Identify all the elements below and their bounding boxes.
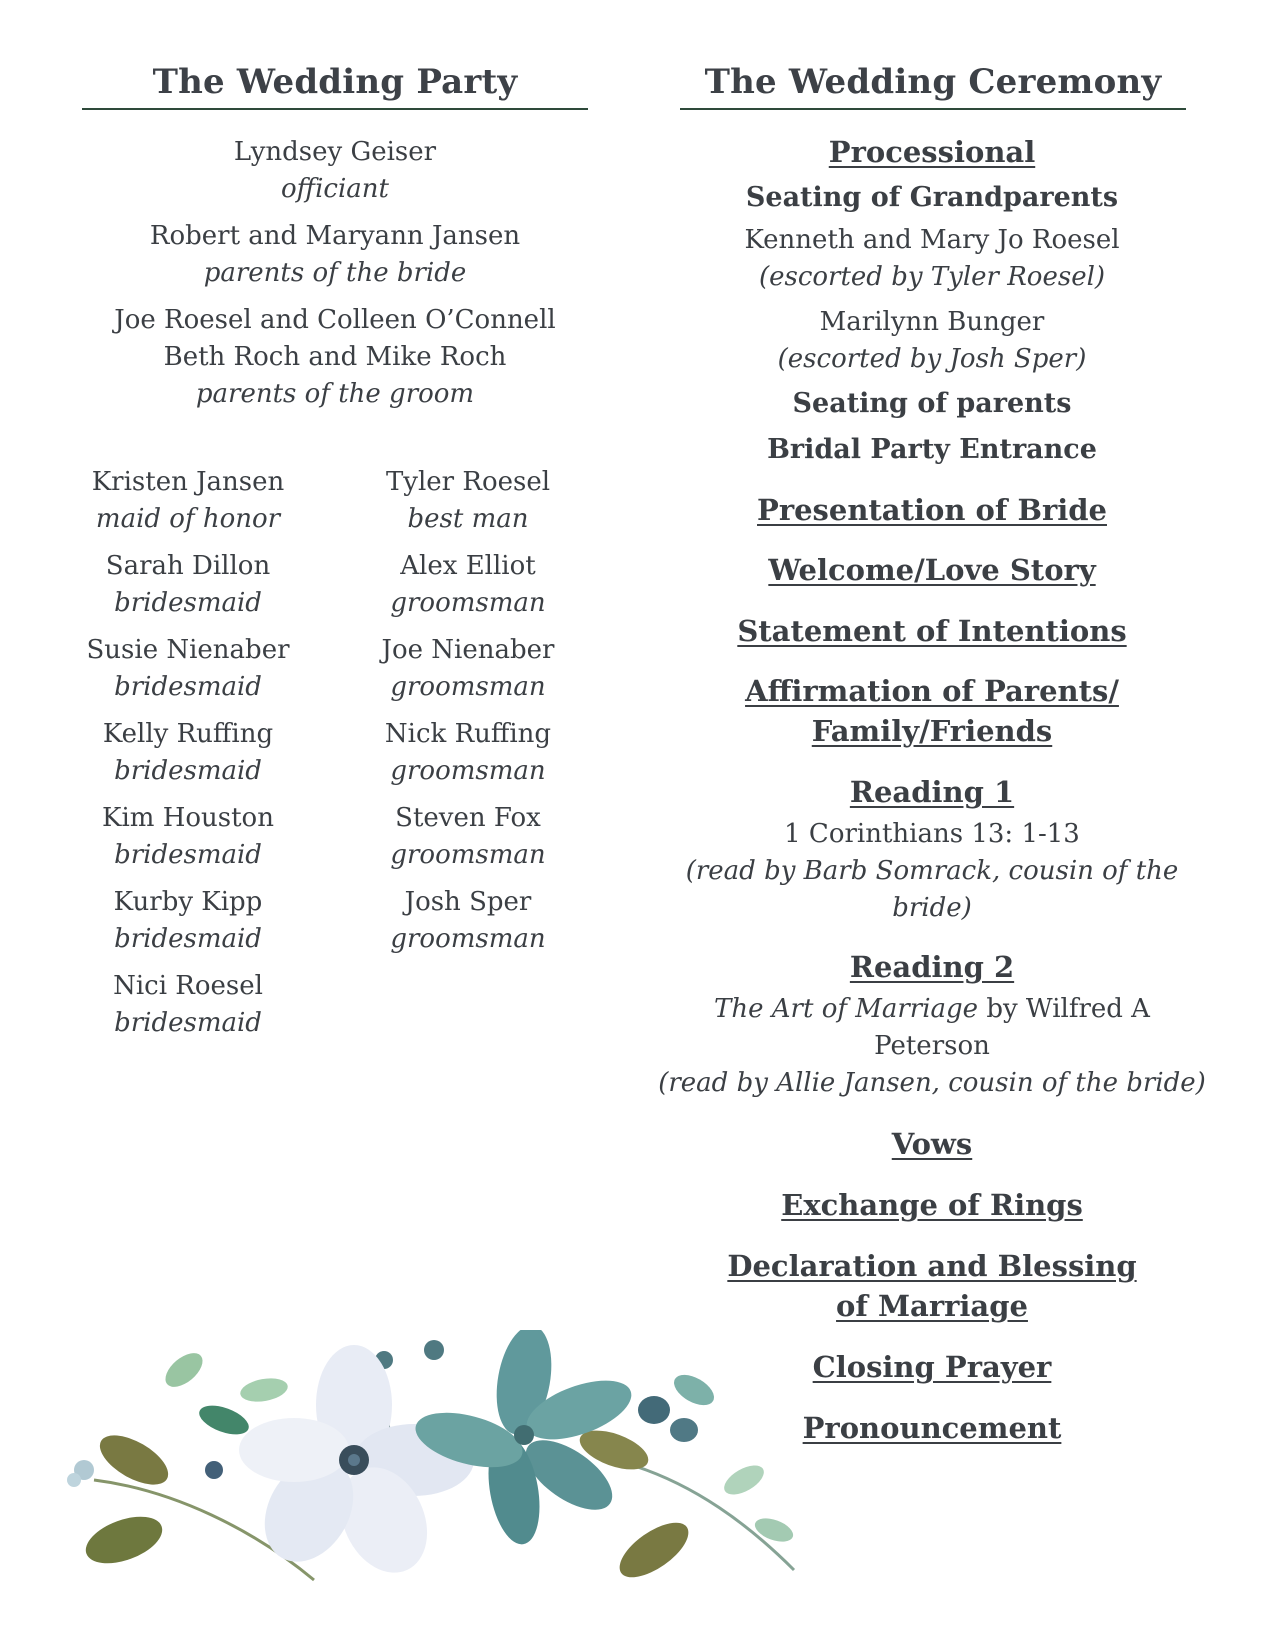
party-member-role: groomsman [390,924,546,954]
declaration-heading-line-2: of Marriage [836,1289,1028,1323]
party-member-role: bridesmaid [114,924,262,954]
bride-parents-name: Robert and Maryann Jansen [149,221,521,251]
rings-heading: Exchange of Rings [781,1188,1083,1222]
party-member-name: Alex Elliot [400,551,536,581]
groom-parents-name-2: Beth Roch and Mike Roch [163,342,507,372]
list-item [58,716,318,790]
reading-2-heading: Reading 2 [849,950,1015,984]
list-item [58,800,318,874]
list-item [338,632,598,706]
reading-2-author: by Wilfred A Peterson [874,994,1150,1061]
welcome-heading: Welcome/Love Story [768,553,1096,587]
reading-1-reader: (read by Barb Somrack, cousin of the bride) [685,856,1179,923]
party-member-role: bridesmaid [114,1008,262,1038]
seating-grandparents-heading: Seating of Grandparents [745,182,1119,213]
groom-parents-role: parents of the groom [195,379,475,409]
list-item [338,800,598,874]
affirmation-heading-line-2: Family/Friends [811,714,1053,748]
party-member-name: Sarah Dillon [105,551,271,581]
groom-side-list [338,464,598,968]
wedding-party-section [82,62,588,1038]
reading-2-work: The Art of Marriage [714,994,979,1024]
party-member-name: Tyler Roesel [385,467,551,497]
party-member-role: groomsman [390,840,546,870]
seating-parents-heading: Seating of parents [792,388,1072,419]
party-member-name: Nick Ruffing [384,719,552,749]
party-member-role: groomsman [390,672,546,702]
reading-1-heading: Reading 1 [849,775,1015,809]
party-member-name: Kurby Kipp [113,887,263,917]
wedding-ceremony-title: The Wedding Ceremony [680,62,1186,110]
list-item [338,464,598,538]
declaration-heading-line-1: Declaration and Blessing [727,1249,1137,1283]
list-item [58,548,318,622]
groom-parents-name-1: Joe Roesel and Colleen O’Connell [114,305,556,335]
party-member-name: Susie Nienaber [86,635,290,665]
intentions-heading: Statement of Intentions [737,614,1127,648]
reading-2-text [658,991,1206,1065]
party-member-name: Josh Sper [404,887,532,917]
presentation-heading: Presentation of Bride [757,493,1107,527]
bride-parents-role: parents of the bride [203,258,467,288]
party-member-name: Kelly Ruffing [102,719,274,749]
reading-2-reader: (read by Allie Jansen, cousin of the bride) [658,1068,1206,1098]
floral-decoration-image [54,1330,814,1630]
party-member-role: bridesmaid [114,840,262,870]
party-member-name: Kim Houston [102,803,274,833]
party-member-role: bridesmaid [114,588,262,618]
officiant-name: Lyndsey Geiser [233,137,437,167]
bride-side-list [58,464,318,1052]
officiant-role: officiant [281,174,389,204]
party-member-role: best man [407,504,529,534]
party-member-name: Kristen Jansen [91,467,285,497]
list-item [58,884,318,958]
bridal-entrance-heading: Bridal Party Entrance [767,434,1097,465]
list-item [58,968,318,1042]
list-item [338,884,598,958]
wedding-ceremony-section [658,62,1206,1448]
party-member-role: groomsman [390,588,546,618]
party-member-role: maid of honor [95,504,281,534]
party-member-name: Nici Roesel [113,971,263,1001]
bride-parents-block [82,218,588,292]
party-member-role: bridesmaid [114,756,262,786]
party-member-role: bridesmaid [114,672,262,702]
party-member-name: Joe Nienaber [381,635,555,665]
officiant-block [82,134,588,208]
list-item [58,464,318,538]
vows-heading: Vows [891,1127,973,1161]
groom-parents-block [82,302,588,413]
grandparents-1-escort: (escorted by Tyler Roesel) [758,262,1106,292]
party-member-name: Steven Fox [395,803,541,833]
party-member-role: groomsman [390,756,546,786]
grandparents-1-name: Kenneth and Mary Jo Roesel [744,225,1120,255]
grandparents-2-escort: (escorted by Josh Sper) [777,344,1087,374]
reading-1-text: 1 Corinthians 13: 1-13 [784,819,1080,849]
affirmation-heading-line-1: Affirmation of Parents/ [745,674,1119,708]
processional-heading: Processional [828,135,1036,169]
list-item [58,632,318,706]
closing-prayer-heading: Closing Prayer [812,1350,1052,1384]
pronouncement-heading: Pronouncement [802,1411,1062,1445]
wedding-party-title: The Wedding Party [82,62,588,110]
grandparents-2-name: Marilynn Bunger [819,307,1045,337]
list-item [338,716,598,790]
list-item [338,548,598,622]
